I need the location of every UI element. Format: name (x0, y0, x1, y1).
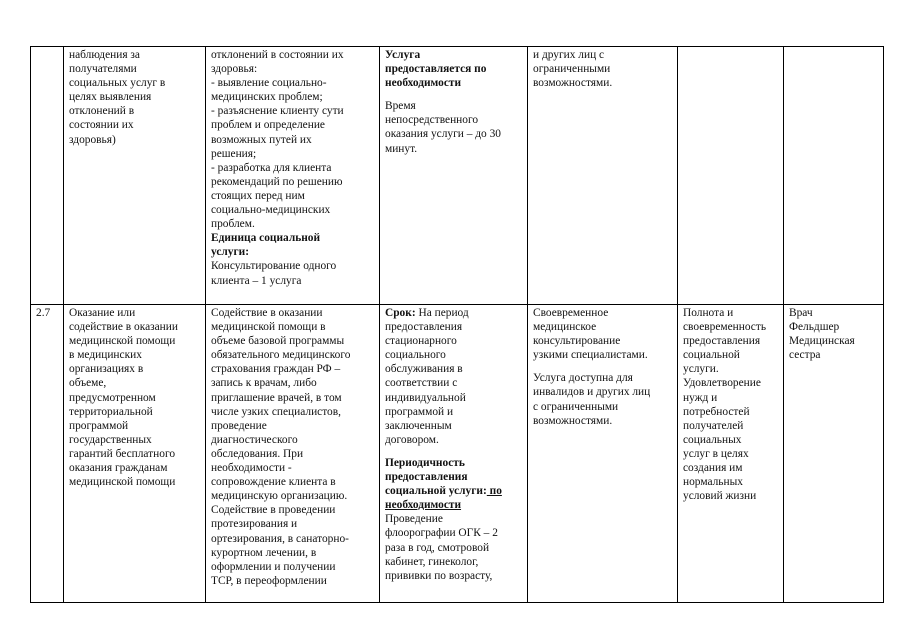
text-line: отклонений в состоянии их (211, 49, 344, 61)
text-line: объеме, (69, 377, 107, 390)
text-line: территориальной (69, 405, 153, 418)
text-line: с ограниченными (533, 400, 619, 413)
text-line: Содействие в проведении (211, 504, 336, 517)
text-line: социальной (683, 349, 740, 362)
text-line: необходимости - (211, 462, 292, 475)
text-line: содействие в оказании (69, 321, 178, 334)
text-line: проблем. (211, 218, 255, 231)
row2-description-cell (206, 305, 380, 603)
text-line: инвалидов и других лиц (533, 386, 651, 399)
text-line: Единица социальной (211, 232, 321, 245)
text-line: Содействие в оказании (211, 307, 323, 319)
text-line: оказания гражданам (69, 462, 168, 475)
text-line: Врач (789, 307, 813, 319)
text-line: обследования. При (211, 447, 304, 460)
text-line: непосредственного (385, 114, 479, 127)
text-line: кабинет, гинеколог, (385, 555, 479, 568)
row1-number-cell (31, 47, 64, 305)
text-line: прививки по возрасту, (385, 569, 493, 582)
text-line: ТСР, в переоформлении (211, 574, 327, 587)
text-line: Услуга (385, 49, 421, 61)
row-number: 2.7 (36, 307, 51, 319)
text-line: ортезирования, в санаторно- (211, 532, 349, 545)
row2-number-cell (31, 305, 64, 603)
text-line: организациях в (69, 363, 144, 376)
text-line: - разработка для клиента (211, 161, 332, 174)
text-line: возможностями. (533, 414, 613, 427)
text-line: в медицинских (69, 349, 142, 362)
text-line: медицинских проблем; (211, 91, 323, 104)
period-label (385, 456, 522, 484)
text-line: условий жизни (683, 490, 757, 503)
text-line: узкими специалистами. (533, 349, 648, 362)
text-line: соответствии с (385, 377, 458, 390)
text-line: медицинскую организацию. (211, 490, 348, 503)
provided-as-needed-label (385, 48, 522, 90)
text-line: объеме базовой программы (211, 335, 345, 348)
text-line: минут. (385, 142, 418, 155)
text-line: рекомендаций по решению (211, 175, 343, 188)
text-line: флоорографии ОГК – 2 (385, 527, 498, 540)
text-line: социально-медицинских (211, 204, 331, 217)
row2-quality-cell (528, 305, 678, 603)
text-line: потребностей (683, 405, 750, 418)
text-line: Периодичность (385, 456, 465, 469)
text-line: возможностями. (533, 77, 613, 90)
row1-staff-cell (784, 47, 884, 305)
text-line: - разъяснение клиенту сути (211, 105, 344, 118)
text-line: стоящих перед ним (211, 189, 305, 202)
text-line: сестра (789, 349, 821, 362)
text-line: обслуживания в (385, 363, 463, 376)
text-line: услуг в целях (683, 447, 749, 460)
text-line: наблюдения за (69, 49, 140, 61)
row2-service-name-cell (64, 305, 206, 603)
text-line: здоровья: (211, 63, 258, 76)
text-line: Своевременное (533, 307, 609, 319)
text-line: гарантий бесплатного (69, 447, 176, 460)
text-line: своевременность (683, 321, 767, 334)
text-line: медицинской помощи (69, 335, 176, 348)
text-line: Оказание или (69, 307, 136, 319)
text-line: необходимости (385, 77, 462, 90)
table-row (31, 47, 884, 305)
text-line: консультирование (533, 335, 621, 348)
text-line: Полнота и (683, 307, 734, 319)
text-line: Фельдшер (789, 321, 840, 334)
text-line: договором. (385, 433, 439, 446)
text-line: проблем и определение (211, 119, 325, 132)
row2-staff-cell (784, 305, 884, 603)
text-line: оказания услуги – до 30 (385, 128, 501, 141)
text-line: Удовлетворение (683, 377, 761, 390)
text-line: заключенным (385, 419, 452, 432)
text-line: программой (69, 419, 129, 432)
row1-evaluation-cell (678, 47, 784, 305)
text-line: страхования граждан РФ – (211, 363, 341, 376)
text-line: нормальных (683, 476, 743, 489)
text-line: получателей (683, 419, 744, 432)
text-line: сопровождение клиента в (211, 476, 336, 489)
text-line: протезирования и (211, 518, 298, 531)
row1-terms-cell (380, 47, 528, 305)
text-line: предоставления (385, 321, 463, 334)
text-line: - выявление социально- (211, 77, 327, 90)
text-line: раза в год, смотровой (385, 541, 490, 554)
text-line: стационарного (385, 335, 457, 348)
text-line: предоставляется по (385, 63, 487, 76)
row1-service-name-cell (64, 47, 206, 305)
text-line: медицинское (533, 321, 597, 334)
text-line: числе узких специалистов, (211, 405, 341, 418)
text-line: социального (385, 349, 446, 362)
text-line: возможных путей их (211, 133, 312, 146)
text-line: оформлении и получении (211, 560, 336, 573)
row2-terms-cell: Срок: На период предоставления стационарного социального обслуживания в соответствии с индивидуальной программой и заключенным договором. Периодичность предоставления социальной услуги: по необходимости Проведение флоорографии ОГК – 2 раза в год, смотровой кабинет, гинеколог, прививки по возрасту, (380, 305, 528, 603)
text-line: обязательного медицинского (211, 349, 351, 362)
text-line: диагностического (211, 433, 298, 446)
text-line: индивидуальной (385, 391, 466, 404)
text-line: Консультирование одного (211, 260, 337, 273)
text-line: предоставления (385, 471, 468, 484)
table-row (31, 305, 884, 603)
text-line: целях выявления (69, 91, 152, 104)
term-label: Срок: (385, 307, 416, 319)
text-line: получателями (69, 63, 137, 76)
text-line: состоянии их (69, 119, 134, 132)
text-line: предусмотренном (69, 391, 156, 404)
text-line: социальных услуг в (69, 77, 166, 90)
text-line: курортном лечении, в (211, 546, 317, 559)
text-line: социальных (683, 433, 742, 446)
text-line: и других лиц с (533, 49, 605, 61)
row1-quality-cell (528, 47, 678, 305)
text-line: проведение (211, 419, 267, 432)
services-table (30, 46, 884, 603)
text-line: ограниченными (533, 63, 611, 76)
text-line: медицинской помощи в (211, 321, 326, 334)
text-line: медицинской помощи (69, 476, 176, 489)
text-line: программой и (385, 405, 454, 418)
text-line: предоставления (683, 335, 761, 348)
text-line: отклонений в (69, 105, 135, 118)
text-line: нужд и (683, 391, 718, 404)
text-line: приглашение врачей, в том (211, 391, 342, 404)
unit-label (211, 231, 374, 259)
text-line: Услуга доступна для (533, 372, 633, 385)
text-line: Проведение (385, 513, 443, 526)
text-line: клиента – 1 услуга (211, 274, 302, 287)
text-line: решения; (211, 147, 257, 160)
text-line: услуги: (211, 246, 250, 259)
row1-description-cell (206, 47, 380, 305)
text-line: услуги. (683, 363, 719, 376)
text-line: создания им (683, 462, 743, 475)
text-line: Время (385, 100, 416, 113)
text-line: государственных (69, 433, 152, 446)
text-line: запись к врачам, либо (211, 377, 317, 390)
text-line: здоровья) (69, 133, 116, 146)
text-line: Медицинская (789, 335, 855, 348)
row2-evaluation-cell (678, 305, 784, 603)
